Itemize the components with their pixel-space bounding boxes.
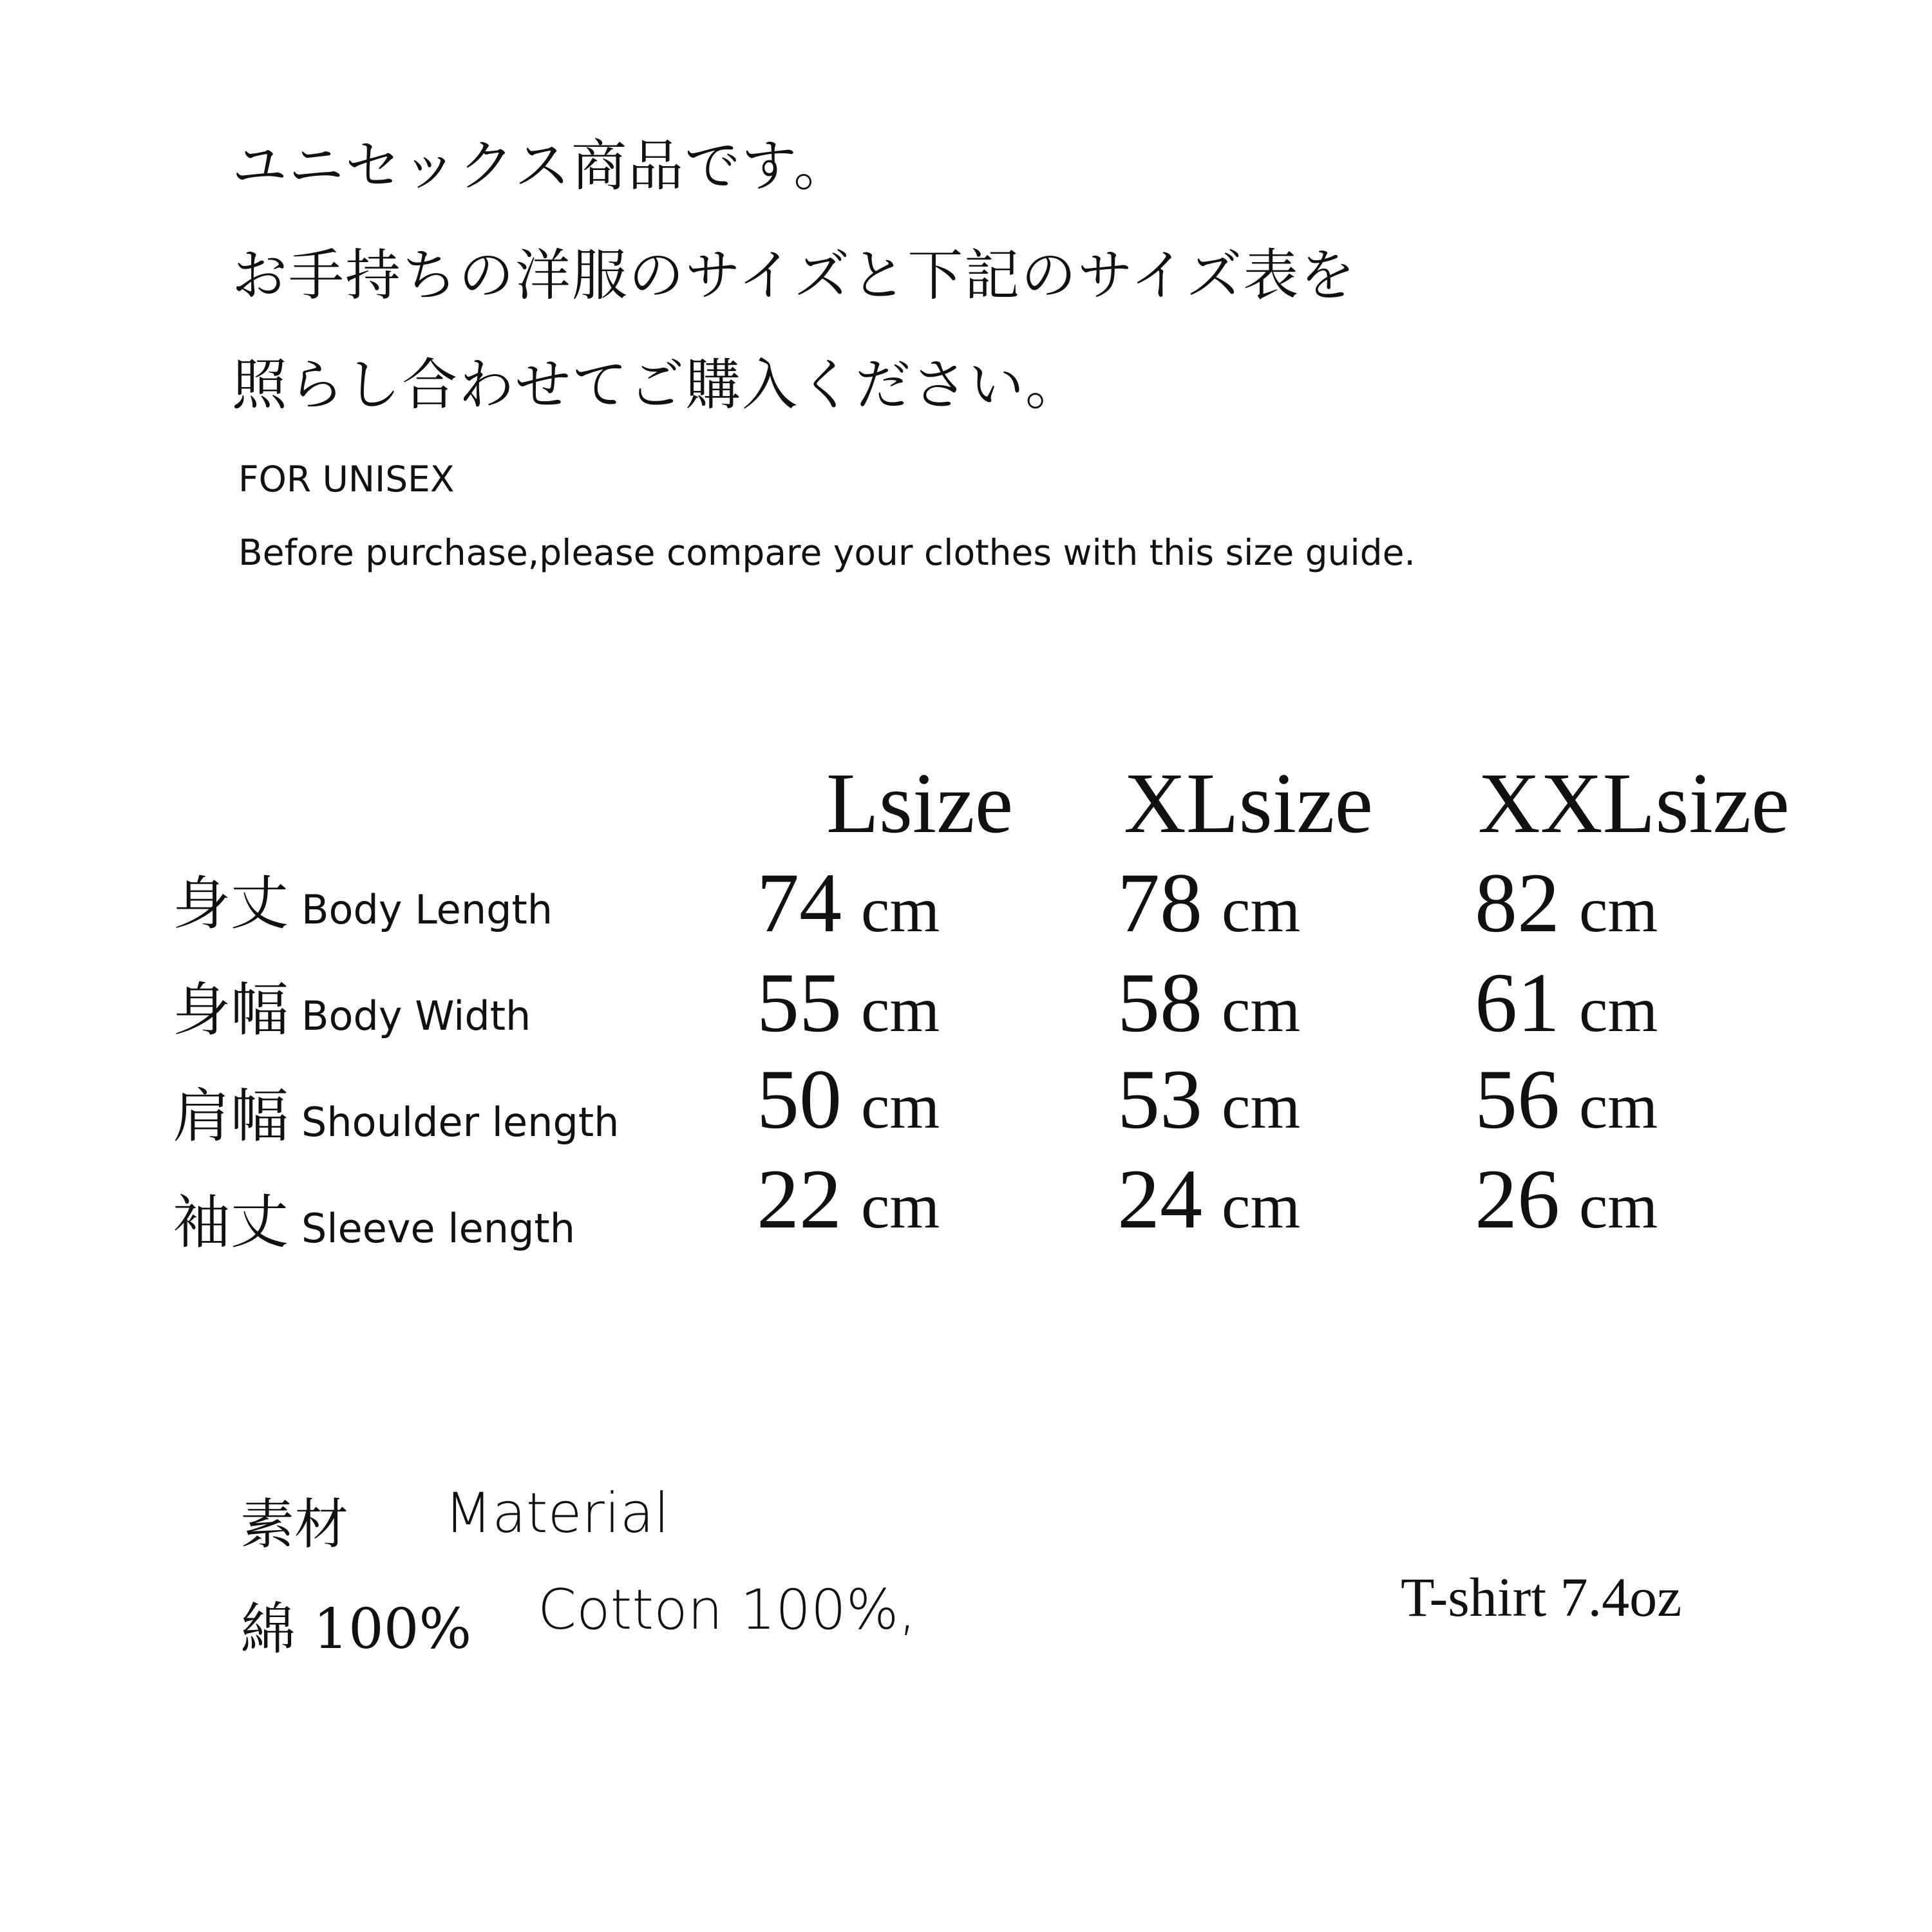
cell-body-length-l <box>757 853 940 952</box>
cotton-content-jp: 綿 100% <box>240 1597 472 1662</box>
cell-shoulder-length-l <box>757 1050 940 1148</box>
cotton-content-en: Cotton 100%, <box>538 1578 916 1642</box>
cell-unit: cm <box>861 974 940 1045</box>
cell-value: 22 <box>757 1151 842 1246</box>
cell-value: 26 <box>1475 1151 1560 1246</box>
unisex-title: FOR UNISEX <box>238 459 455 500</box>
row-label-body-width <box>173 963 531 1044</box>
header-xlsize: XLsize <box>1124 755 1373 851</box>
cell-sleeve-length-xl <box>1117 1150 1300 1248</box>
cell-body-width-xxl <box>1475 953 1658 1052</box>
header-lsize: Lsize <box>826 755 1014 851</box>
product-weight: T-shirt 7.4oz <box>1401 1566 1682 1628</box>
cell-shoulder-length-xl <box>1117 1050 1300 1148</box>
cell-body-width-l <box>757 953 940 1052</box>
cell-unit: cm <box>1579 974 1658 1045</box>
cell-unit: cm <box>1222 1070 1301 1142</box>
intro-line-1: ユニセックス商品です。 <box>232 134 851 198</box>
row-label-en: Sleeve length <box>301 1205 576 1252</box>
cell-unit: cm <box>1222 974 1301 1045</box>
material-label-jp: 素材 <box>240 1493 349 1556</box>
cell-value: 55 <box>757 955 842 1050</box>
intro-line-2: お手持ちの洋服のサイズと下記のサイズ表を <box>232 243 1357 308</box>
row-label-jp: 身丈 <box>173 870 289 938</box>
cell-unit: cm <box>861 1070 940 1142</box>
cell-value: 74 <box>757 855 842 950</box>
row-label-jp: 身幅 <box>173 976 289 1044</box>
cell-shoulder-length-xxl <box>1475 1050 1658 1148</box>
cell-value: 61 <box>1475 955 1560 1050</box>
cell-unit: cm <box>1579 1070 1658 1142</box>
cell-value: 24 <box>1117 1151 1202 1246</box>
header-xxlsize: XXLsize <box>1478 755 1790 851</box>
cell-unit: cm <box>861 874 940 945</box>
material-label-en: Material <box>444 1481 670 1546</box>
cell-body-length-xl <box>1117 853 1300 952</box>
cell-value: 78 <box>1117 855 1202 950</box>
row-label-en: Body Length <box>301 886 553 933</box>
cell-unit: cm <box>861 1170 940 1242</box>
cell-value: 56 <box>1475 1052 1560 1146</box>
row-label-en: Shoulder length <box>301 1099 620 1146</box>
intro-line-3: 照らし合わせてご購入ください。 <box>232 353 1082 417</box>
cell-unit: cm <box>1222 874 1301 945</box>
cell-value: 50 <box>757 1052 842 1146</box>
row-label-sleeve-length <box>173 1175 576 1256</box>
cell-sleeve-length-xxl <box>1475 1150 1658 1248</box>
row-label-body-length <box>173 857 553 938</box>
cell-body-length-xxl <box>1475 853 1658 952</box>
cell-value: 82 <box>1475 855 1560 950</box>
cell-value: 58 <box>1117 955 1202 1050</box>
row-label-shoulder-length <box>173 1069 620 1150</box>
row-label-jp: 袖丈 <box>173 1189 289 1256</box>
cell-body-width-xl <box>1117 953 1300 1052</box>
row-label-en: Body Width <box>301 992 531 1039</box>
cell-sleeve-length-l <box>757 1150 940 1248</box>
cell-unit: cm <box>1222 1170 1301 1242</box>
intro-japanese <box>232 134 1357 467</box>
cell-unit: cm <box>1579 874 1658 945</box>
size-guide-note: Before purchase,please compare your clothes with this size guide. <box>238 532 1416 573</box>
cell-unit: cm <box>1579 1170 1658 1242</box>
row-label-jp: 肩幅 <box>173 1083 289 1150</box>
cell-value: 53 <box>1117 1052 1202 1146</box>
